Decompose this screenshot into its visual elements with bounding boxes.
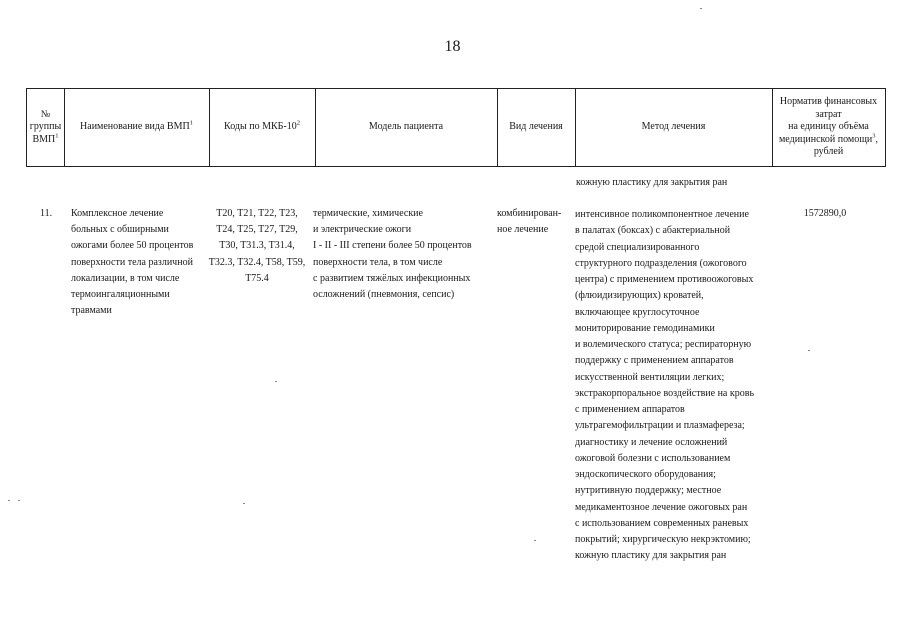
scan-speck xyxy=(700,8,702,9)
table-header xyxy=(26,88,886,167)
vmp-name-cell: Комплексное лечение больных с обширными ожогами более 50 процентов поверхности тела различной локализации, в том числе термоингаляционными травмами xyxy=(71,208,194,317)
page-number: 18 xyxy=(444,38,461,55)
norm-value-cell: 1572890,0 xyxy=(803,208,847,219)
scan-speck xyxy=(275,381,277,382)
header-vmp-name: Наименование вида ВМП$^1$ xyxy=(80,119,193,133)
header-treatment-method: Метод лечения xyxy=(641,121,706,133)
header-icd-codes: Коды по МКБ-$10^2$ xyxy=(224,119,300,133)
header-group-no: № группы ВМП$^1$ xyxy=(29,108,62,145)
scan-speck xyxy=(808,350,810,351)
treatment-type-cell: комбинирован- ное лечение xyxy=(497,208,562,236)
patient-model-cell: термические, химические и электрические ожоги I - II - III степени более 50 процентов поверхности тела, в том числе с развитием тяжёлых инфекционных осложнений (пневмония, сепсис) xyxy=(313,208,472,301)
header-norm: Норматив финансовых затрат на единицу объёма медицинской помощи$^3$, рублей xyxy=(778,96,879,158)
scan-speck xyxy=(18,500,20,501)
scan-speck xyxy=(8,500,10,501)
treatment-method-cell: интенсивное поликомпонентное лечение в палатах (боксах) с абактериальной средой специализированного структурного подразделения (ожогового центра) с применением противоожоговых (флюидизирующих) кроватей, включающее круглосуточное мониторирование гемодинамики и волемического статуса; респираторную поддержку с применением аппаратов искусственной вентиляции легких; экстракорпоральное воздействие на кровь с применением аппаратов ультрагемофильтрации и плазмафереза; диагностику и лечение осложнений ожоговой болезни с использованием эндоскопического оборудования; нутритивную поддержку; местное медикаментозное лечение ожоговых ран с использованием современных раневых покрытий; хирургическую некрэктомию; кожную пластику для закрытия ран xyxy=(575,209,755,562)
row-number: 11. xyxy=(40,208,53,219)
scan-speck xyxy=(243,503,245,504)
scan-speck xyxy=(534,540,536,541)
icd-codes-cell: T20, T21, T22, T23, T24, T25, T27, T29, T30, T31.3, T31.4, T32.3, T32.4, T58, T59, T75.4 xyxy=(208,208,306,284)
previous-row-tail: кожную пластику для закрытия ран xyxy=(576,177,728,188)
header-treatment-type: Вид лечения xyxy=(509,121,563,133)
header-patient-model: Модель пациента xyxy=(368,121,444,133)
